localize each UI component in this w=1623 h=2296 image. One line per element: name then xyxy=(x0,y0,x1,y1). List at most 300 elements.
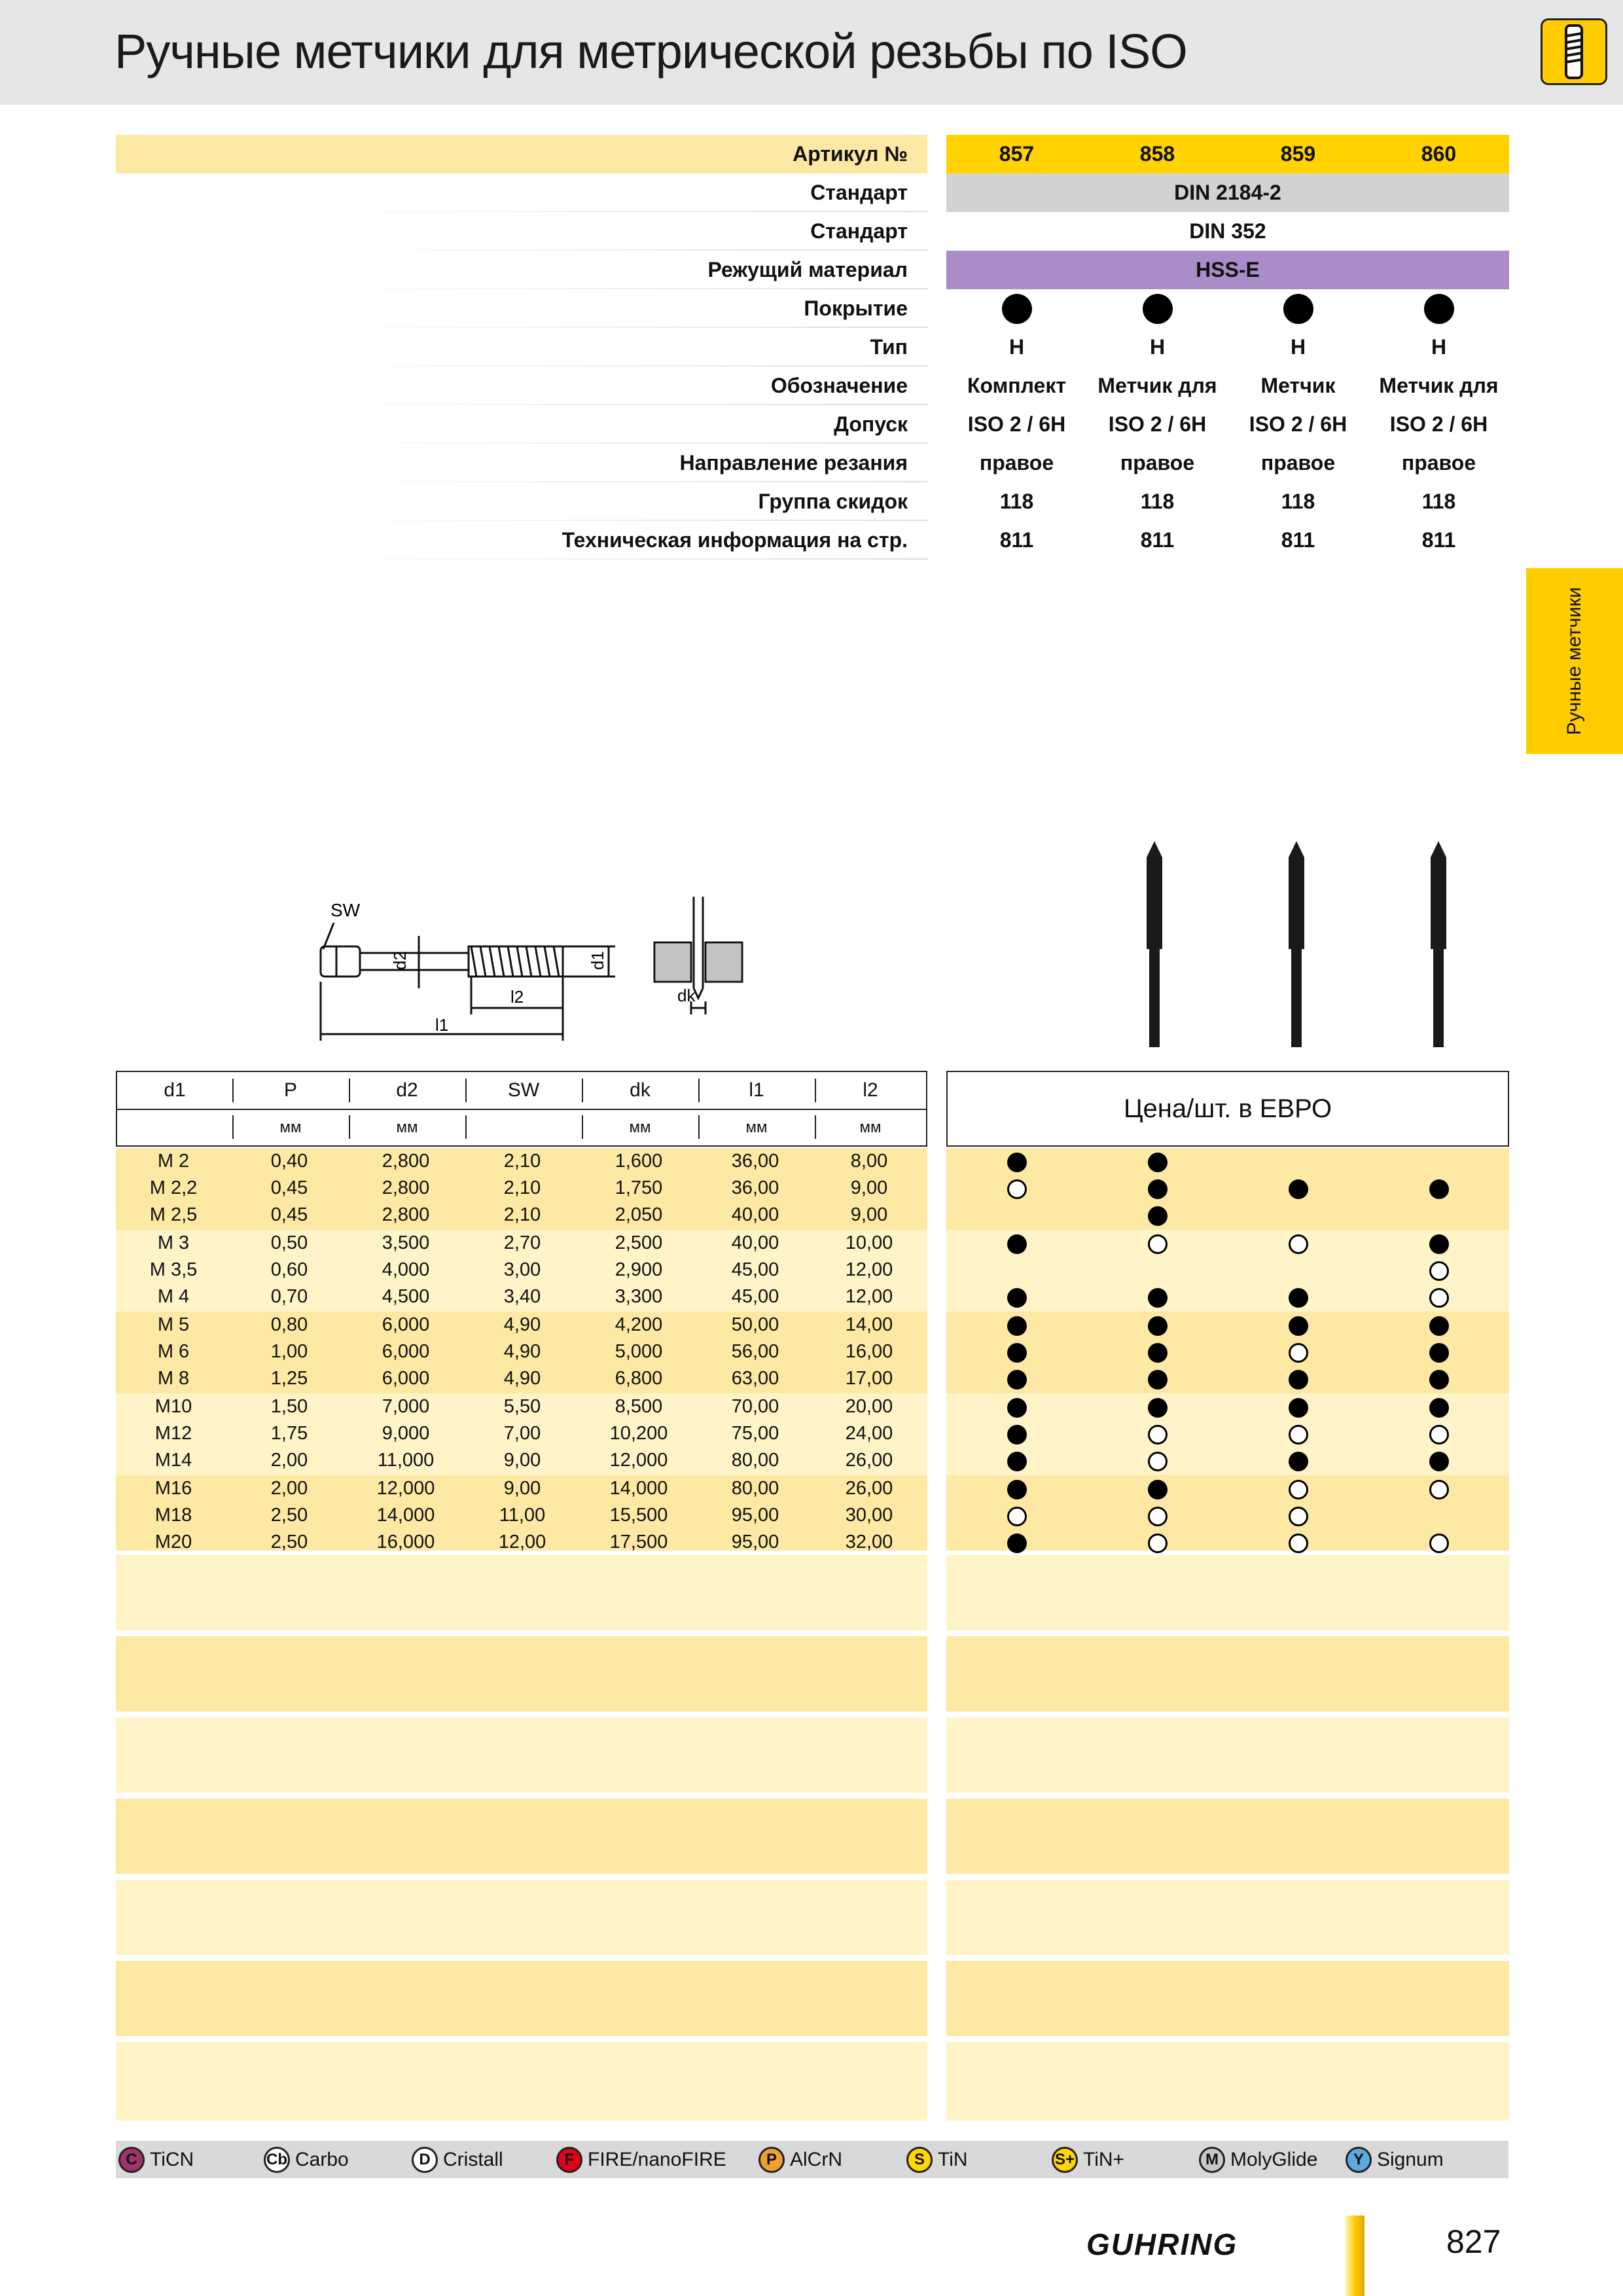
cell-l1: 36,00 xyxy=(731,1177,779,1198)
availability-full-icon xyxy=(1429,1316,1449,1336)
discount-value: 118 xyxy=(1281,490,1315,513)
band xyxy=(946,1636,1509,1712)
tolerance-value: ISO 2 / 6H xyxy=(967,412,1066,436)
designation-value: Метчик для xyxy=(1379,374,1499,397)
page-title: Ручные метчики для метрической резьбы по ISO xyxy=(115,24,1187,79)
cell-dk: 3,300 xyxy=(615,1286,663,1307)
cell-p: 2,00 xyxy=(270,1478,308,1499)
cell-sw: 2,10 xyxy=(503,1204,541,1225)
cell-dk: 1,600 xyxy=(615,1151,663,1172)
cell-p: 1,50 xyxy=(270,1396,308,1417)
availability-empty-icon xyxy=(1148,1452,1168,1471)
availability-empty-icon xyxy=(1148,1507,1168,1526)
spec-row-direction xyxy=(0,444,1623,482)
direction-label: Направление резания xyxy=(679,451,908,475)
material-hsse: HSS-E xyxy=(946,251,1509,289)
coating-f-icon: F xyxy=(556,2147,582,2173)
type-label: Тип xyxy=(870,335,908,359)
cell-sw: 2,70 xyxy=(503,1232,541,1253)
brand-logo: GUHRING xyxy=(1086,2227,1238,2261)
cell-dk: 2,500 xyxy=(615,1232,663,1253)
coating-y-icon: Y xyxy=(1346,2147,1372,2173)
cell-l2: 30,00 xyxy=(845,1505,893,1526)
discount-label: Группа скидок xyxy=(758,490,908,513)
band xyxy=(116,1717,927,1793)
availability-full-icon xyxy=(1007,1534,1027,1553)
availability-empty-icon xyxy=(1007,1507,1027,1526)
availability-empty-icon xyxy=(1429,1480,1449,1499)
tolerance-value: ISO 2 / 6H xyxy=(1389,412,1488,436)
footer-accent xyxy=(1345,2215,1364,2296)
coating-m-icon: M xyxy=(1199,2147,1225,2173)
cell-d1: M14 xyxy=(154,1450,192,1471)
cell-l2: 16,00 xyxy=(845,1341,893,1362)
cell-p: 2,50 xyxy=(270,1505,308,1526)
cell-p: 0,45 xyxy=(270,1204,308,1225)
cell-l1: 40,00 xyxy=(731,1204,779,1225)
legend-item-carbo xyxy=(264,2141,349,2178)
availability-full-icon xyxy=(1289,1288,1308,1308)
cell-d2: 2,800 xyxy=(382,1204,430,1225)
material-label: Режущий материал xyxy=(707,258,908,281)
availability-full-icon xyxy=(1148,1179,1168,1199)
drawing-label-l2: l2 xyxy=(510,987,524,1007)
cell-d2: 14,000 xyxy=(376,1505,435,1526)
col-header-p: P xyxy=(283,1079,297,1101)
cell-dk: 2,900 xyxy=(615,1259,663,1280)
page-header xyxy=(0,0,1623,105)
cell-dk: 14,000 xyxy=(609,1478,668,1499)
band xyxy=(116,2042,927,2121)
legend-label: TiN xyxy=(938,2148,968,2170)
cell-dk: 10,200 xyxy=(609,1423,668,1444)
legend-label: AlCrN xyxy=(790,2148,842,2170)
cell-p: 0,80 xyxy=(270,1314,308,1335)
designation-label: Обозначение xyxy=(770,374,908,397)
legend-item-cristall xyxy=(412,2141,503,2178)
cell-dk: 6,800 xyxy=(615,1368,663,1389)
band xyxy=(116,1636,927,1712)
tap-image-3 xyxy=(1431,841,1446,1047)
cell-l1: 75,00 xyxy=(731,1423,779,1444)
cell-p: 0,70 xyxy=(270,1286,308,1307)
legend-item-ticn xyxy=(118,2141,194,2178)
band xyxy=(946,1961,1509,2036)
price-header-label: Цена/шт. в ЕВРО xyxy=(1123,1094,1332,1123)
availability-full-icon xyxy=(1289,1398,1308,1418)
type-value: H xyxy=(1008,335,1025,359)
availability-full-icon xyxy=(1148,1316,1168,1336)
cell-l2: 12,00 xyxy=(845,1286,893,1307)
coating-cb-icon: Cb xyxy=(264,2147,290,2173)
availability-full-icon xyxy=(1007,1425,1027,1444)
drawing-label-sw: SW xyxy=(330,900,361,920)
legend-label: Cristall xyxy=(443,2148,503,2170)
band xyxy=(946,1799,1509,1874)
cell-l2: 26,00 xyxy=(845,1450,893,1471)
availability-empty-icon xyxy=(1429,1288,1449,1308)
table-row xyxy=(0,1420,1623,1447)
availability-full-icon xyxy=(1007,1288,1027,1308)
drawing-label-d1: d1 xyxy=(588,951,607,970)
spec-row-tolerance xyxy=(0,405,1623,444)
availability-full-icon xyxy=(1429,1343,1449,1363)
cell-d2: 12,000 xyxy=(376,1478,435,1499)
coating-dot-icon xyxy=(1087,289,1228,328)
cell-d1: M 2 xyxy=(157,1151,190,1172)
availability-full-icon xyxy=(1289,1316,1308,1336)
cell-sw: 9,00 xyxy=(503,1450,541,1471)
direction-value: правое xyxy=(979,451,1054,475)
cell-sw: 3,00 xyxy=(503,1259,541,1280)
cell-l1: 95,00 xyxy=(731,1505,779,1526)
spec-row-standard2 xyxy=(0,212,1623,251)
techinfo-link[interactable]: 811 xyxy=(1281,528,1315,552)
availability-full-icon xyxy=(1148,1480,1168,1499)
cell-d1: M 8 xyxy=(157,1368,190,1389)
cell-l2: 32,00 xyxy=(845,1532,893,1552)
cell-l2: 24,00 xyxy=(845,1423,893,1444)
cell-sw: 2,10 xyxy=(503,1151,541,1172)
cell-d2: 6,000 xyxy=(382,1314,430,1335)
table-row xyxy=(0,1365,1623,1392)
spec-row-standard1 xyxy=(0,173,1623,212)
cell-d2: 11,000 xyxy=(377,1450,435,1471)
cell-dk: 8,500 xyxy=(615,1396,663,1417)
band xyxy=(946,1880,1509,1955)
cell-l1: 70,00 xyxy=(731,1396,779,1417)
cell-sw: 11,00 xyxy=(499,1505,546,1526)
availability-full-icon xyxy=(1007,1316,1027,1336)
cell-l1: 36,00 xyxy=(731,1151,779,1172)
cell-l2: 17,00 xyxy=(845,1368,893,1389)
cell-dk: 12,000 xyxy=(609,1450,668,1471)
availability-empty-icon xyxy=(1429,1261,1449,1281)
band xyxy=(946,1555,1509,1630)
coating-legend xyxy=(116,2141,1508,2178)
side-tab[interactable] xyxy=(1526,568,1623,754)
cell-sw: 4,90 xyxy=(503,1314,541,1335)
techinfo-link[interactable]: 811 xyxy=(1140,528,1175,552)
cell-l2: 9,00 xyxy=(850,1177,888,1198)
cell-l2: 20,00 xyxy=(845,1396,893,1417)
table-row xyxy=(0,1338,1623,1365)
availability-full-icon xyxy=(1148,1288,1168,1308)
article-857: 857 xyxy=(999,142,1035,166)
drawing-label-d2: d2 xyxy=(390,951,410,970)
table-row xyxy=(0,1393,1623,1420)
cell-d2: 2,800 xyxy=(382,1177,430,1198)
cell-l1: 40,00 xyxy=(731,1232,779,1253)
cell-dk: 15,500 xyxy=(609,1505,668,1526)
table-row xyxy=(0,1230,1623,1257)
cell-sw: 4,90 xyxy=(503,1368,541,1389)
table-row xyxy=(0,1175,1623,1202)
legend-label: FIRE/nanoFIRE xyxy=(588,2148,726,2170)
cell-sw: 12,00 xyxy=(498,1532,546,1552)
cell-d2: 16,000 xyxy=(376,1532,435,1552)
band xyxy=(946,1717,1509,1793)
direction-value: правое xyxy=(1260,451,1336,475)
tap-icon xyxy=(1541,18,1607,85)
availability-full-icon xyxy=(1429,1370,1449,1390)
availability-full-icon xyxy=(1148,1343,1168,1363)
coating-d-icon: D xyxy=(412,2147,438,2173)
availability-full-icon xyxy=(1429,1452,1449,1471)
availability-empty-icon xyxy=(1148,1534,1168,1553)
table-row xyxy=(0,1202,1623,1229)
cell-l1: 50,00 xyxy=(731,1314,779,1335)
cell-l1: 95,00 xyxy=(731,1532,779,1552)
cell-d1: M 3 xyxy=(157,1232,190,1253)
cell-p: 0,60 xyxy=(270,1259,308,1280)
article-860: 860 xyxy=(1421,142,1457,166)
availability-empty-icon xyxy=(1289,1234,1308,1254)
legend-label: TiCN xyxy=(150,2148,194,2170)
availability-empty-icon xyxy=(1289,1343,1308,1363)
cell-l1: 45,00 xyxy=(731,1259,779,1280)
cell-l1: 63,00 xyxy=(731,1368,779,1389)
cell-p: 1,00 xyxy=(270,1341,308,1362)
availability-full-icon xyxy=(1007,1452,1027,1471)
availability-empty-icon xyxy=(1148,1425,1168,1444)
tap-image-2 xyxy=(1289,841,1304,1047)
cell-d2: 6,000 xyxy=(382,1341,430,1362)
unit-mm: мм xyxy=(859,1119,882,1136)
spec-row-type xyxy=(0,328,1623,367)
availability-empty-icon xyxy=(1429,1534,1449,1553)
availability-full-icon xyxy=(1007,1398,1027,1418)
cell-d1: M16 xyxy=(154,1478,192,1499)
availability-full-icon xyxy=(1148,1206,1168,1226)
standard-din352: DIN 352 xyxy=(1189,219,1266,243)
spec-row-techinfo xyxy=(0,521,1623,560)
type-value: H xyxy=(1290,335,1306,359)
legend-label: TiN+ xyxy=(1083,2148,1125,2170)
cell-sw: 4,90 xyxy=(503,1341,541,1362)
table-row xyxy=(0,1257,1623,1283)
availability-empty-icon xyxy=(1289,1480,1308,1499)
cell-p: 0,45 xyxy=(270,1177,308,1198)
availability-empty-icon xyxy=(1289,1425,1308,1444)
cell-dk: 5,000 xyxy=(615,1341,663,1362)
cell-dk: 4,200 xyxy=(615,1314,663,1335)
availability-empty-icon xyxy=(1429,1425,1449,1444)
table-row xyxy=(0,1502,1623,1529)
col-header-dk: dk xyxy=(630,1079,651,1101)
availability-full-icon xyxy=(1289,1370,1308,1390)
cell-l1: 80,00 xyxy=(731,1450,779,1471)
cell-sw: 9,00 xyxy=(503,1478,541,1499)
standard-label-2: Стандарт xyxy=(810,219,908,243)
drawing-label-dk: dk xyxy=(677,986,696,1005)
availability-empty-icon xyxy=(1007,1179,1027,1199)
band xyxy=(116,1880,927,1955)
legend-item-tin xyxy=(906,2141,968,2178)
col-header-d1: d1 xyxy=(164,1079,186,1101)
availability-full-icon xyxy=(1007,1343,1027,1363)
cell-d1: M 3,5 xyxy=(149,1259,198,1280)
legend-item-tin-plus xyxy=(1052,2141,1124,2178)
coating-dot-icon xyxy=(1228,289,1368,328)
table-row xyxy=(0,1283,1623,1310)
cell-d1: M18 xyxy=(154,1505,192,1526)
cell-sw: 5,50 xyxy=(503,1396,541,1417)
col-header-sw: SW xyxy=(507,1079,540,1101)
band xyxy=(116,1961,927,2036)
cell-dk: 2,050 xyxy=(615,1204,663,1225)
availability-full-icon xyxy=(1007,1480,1027,1499)
discount-value: 118 xyxy=(999,490,1034,513)
availability-full-icon xyxy=(1429,1179,1449,1199)
unit-mm: мм xyxy=(745,1119,768,1136)
availability-empty-icon xyxy=(1148,1234,1168,1254)
cell-d2: 6,000 xyxy=(382,1368,430,1389)
spec-row-article xyxy=(0,135,1623,173)
cell-d2: 4,500 xyxy=(382,1286,430,1307)
price-header xyxy=(946,1071,1509,1147)
tolerance-value: ISO 2 / 6H xyxy=(1108,412,1207,436)
cell-l2: 26,00 xyxy=(845,1478,893,1499)
band xyxy=(116,1555,927,1630)
cell-d1: M20 xyxy=(154,1532,192,1552)
table-row xyxy=(0,1148,1623,1175)
dimension-table-header xyxy=(116,1071,927,1147)
cell-p: 2,00 xyxy=(270,1450,308,1471)
tap-dimension-drawing xyxy=(308,884,753,1054)
techinfo-label: Техническая информация на стр. xyxy=(562,528,908,552)
col-header-d2: d2 xyxy=(396,1079,418,1101)
cell-p: 0,40 xyxy=(270,1151,308,1172)
cell-l2: 14,00 xyxy=(845,1314,893,1335)
cell-sw: 2,10 xyxy=(503,1177,541,1198)
spec-row-discount xyxy=(0,482,1623,521)
tolerance-value: ISO 2 / 6H xyxy=(1249,412,1347,436)
cell-l2: 8,00 xyxy=(850,1151,888,1172)
band xyxy=(946,2042,1509,2121)
availability-full-icon xyxy=(1289,1179,1308,1199)
availability-empty-icon xyxy=(1289,1507,1308,1526)
legend-item-molyglide xyxy=(1199,2141,1317,2178)
unit-mm: мм xyxy=(629,1119,651,1136)
drawing-label-l1: l1 xyxy=(435,1015,449,1035)
unit-mm: мм xyxy=(396,1119,418,1136)
cell-d1: M 5 xyxy=(157,1314,190,1335)
cell-d2: 7,000 xyxy=(382,1396,430,1417)
discount-value: 118 xyxy=(1421,490,1456,513)
cell-d1: M12 xyxy=(154,1423,192,1444)
coating-dot-icon xyxy=(946,289,1087,328)
cell-l2: 10,00 xyxy=(845,1232,893,1253)
availability-full-icon xyxy=(1429,1234,1449,1254)
cell-dk: 1,750 xyxy=(615,1177,663,1198)
coating-dot-icon xyxy=(1368,289,1509,328)
techinfo-link[interactable]: 811 xyxy=(999,528,1034,552)
cell-d2: 9,000 xyxy=(382,1423,430,1444)
article-859: 859 xyxy=(1280,142,1316,166)
cell-d1: M 2,5 xyxy=(149,1204,198,1225)
article-858: 858 xyxy=(1139,142,1175,166)
cell-l2: 9,00 xyxy=(850,1204,888,1225)
designation-value: Комплект xyxy=(967,374,1067,397)
designation-value: Метчик для xyxy=(1097,374,1217,397)
table-row xyxy=(0,1312,1623,1338)
table-row xyxy=(0,1529,1623,1556)
direction-value: правое xyxy=(1120,451,1195,475)
unit-mm: мм xyxy=(279,1119,302,1136)
cell-sw: 3,40 xyxy=(503,1286,541,1307)
legend-label: Carbo xyxy=(295,2148,349,2170)
page-number: 827 xyxy=(1446,2223,1501,2260)
tolerance-label: Допуск xyxy=(834,412,908,436)
cell-d1: M 6 xyxy=(157,1341,190,1362)
legend-item-signum xyxy=(1346,2141,1444,2178)
cell-d1: M10 xyxy=(154,1396,192,1417)
cell-p: 2,50 xyxy=(270,1532,308,1552)
availability-full-icon xyxy=(1148,1370,1168,1390)
table-row xyxy=(0,1447,1623,1474)
cell-l1: 45,00 xyxy=(731,1286,779,1307)
coating-label: Покрытие xyxy=(804,296,908,320)
availability-full-icon xyxy=(1429,1398,1449,1418)
tap-product-images xyxy=(1113,838,1479,1054)
techinfo-link[interactable]: 811 xyxy=(1421,528,1456,552)
cell-d2: 4,000 xyxy=(382,1259,430,1280)
cell-d1: M 4 xyxy=(157,1286,190,1307)
availability-empty-icon xyxy=(1289,1534,1308,1553)
designation-value: Метчик xyxy=(1260,374,1336,397)
cell-l1: 56,00 xyxy=(731,1341,779,1362)
standard-din2184: DIN 2184-2 xyxy=(946,173,1509,212)
availability-full-icon xyxy=(1148,1153,1168,1172)
cell-p: 0,50 xyxy=(270,1232,308,1253)
col-header-l2: l2 xyxy=(863,1079,878,1101)
coating-s-icon: S xyxy=(906,2147,933,2173)
spec-row-coating xyxy=(0,289,1623,328)
coating-c-icon: C xyxy=(118,2147,145,2173)
availability-full-icon xyxy=(1148,1398,1168,1418)
cell-l2: 12,00 xyxy=(845,1259,893,1280)
cell-p: 1,75 xyxy=(270,1423,308,1444)
side-tab-label: Ручные метчики xyxy=(1563,586,1585,736)
coating-p-icon: P xyxy=(758,2147,785,2173)
article-label: Артикул № xyxy=(793,142,908,166)
cell-d2: 3,500 xyxy=(382,1232,430,1253)
tap-image-1 xyxy=(1147,841,1162,1047)
cell-d2: 2,800 xyxy=(382,1151,430,1172)
availability-full-icon xyxy=(1007,1370,1027,1390)
col-header-l1: l1 xyxy=(749,1079,764,1101)
cell-l1: 80,00 xyxy=(731,1478,779,1499)
cell-dk: 17,500 xyxy=(609,1532,668,1552)
legend-label: MolyGlide xyxy=(1230,2148,1318,2170)
spec-row-designation xyxy=(0,367,1623,405)
spec-row-material xyxy=(0,251,1623,289)
cell-p: 1,25 xyxy=(270,1368,308,1389)
availability-full-icon xyxy=(1007,1153,1027,1172)
availability-full-icon xyxy=(1007,1234,1027,1254)
cell-sw: 7,00 xyxy=(503,1423,541,1444)
band xyxy=(116,1799,927,1874)
direction-value: правое xyxy=(1401,451,1476,475)
table-row xyxy=(0,1475,1623,1502)
legend-item-fire xyxy=(556,2141,726,2178)
legend-label: Signum xyxy=(1377,2148,1444,2170)
type-value: H xyxy=(1431,335,1447,359)
coating-s-plus-icon: S+ xyxy=(1052,2147,1078,2173)
standard-label: Стандарт xyxy=(810,181,908,204)
discount-value: 118 xyxy=(1140,490,1175,513)
